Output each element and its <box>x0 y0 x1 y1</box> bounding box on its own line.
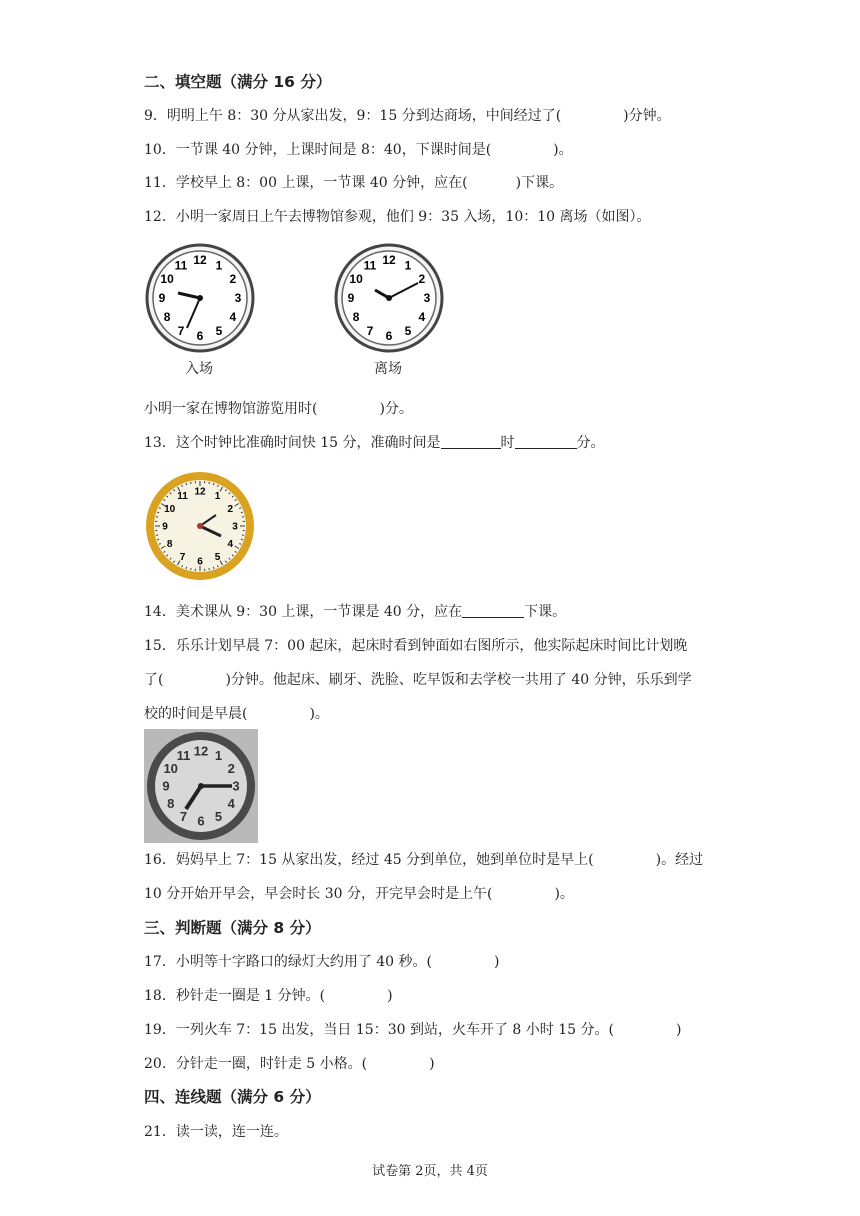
clock-numeral: 4 <box>227 796 235 811</box>
q15-text: 了( <box>144 672 164 688</box>
clock-numeral: 8 <box>352 310 360 325</box>
question-17 <box>144 952 499 972</box>
q18-text-end: ) <box>387 988 393 1004</box>
clock-tick <box>156 535 158 536</box>
clock-numeral: 1 <box>215 258 223 273</box>
q9-text: 9．明明上午 8：30 分从家出发，9：15 分到达商场，中间经过了( <box>144 108 562 124</box>
clock-numeral: 1 <box>404 258 412 273</box>
question-11 <box>144 173 563 193</box>
clock-numeral: 8 <box>167 796 175 812</box>
clock-tick <box>156 517 158 518</box>
clock-tick <box>186 483 187 485</box>
clock-numeral: 3 <box>232 521 238 533</box>
section-title-true-false: 三、判断题（满分 8 分） <box>144 919 321 937</box>
clock-numeral: 9 <box>162 778 170 794</box>
clock-numeral: 6 <box>197 813 205 829</box>
clock-numeral: 9 <box>162 521 168 533</box>
clock-numeral: 10 <box>160 272 174 287</box>
question-10 <box>144 140 573 160</box>
q14-text-end: 下课。 <box>524 604 567 620</box>
clock-numeral: 7 <box>179 551 186 563</box>
section-title-matching: 四、连线题（满分 6 分） <box>144 1088 321 1106</box>
clock-tick <box>241 539 243 540</box>
clock-tick <box>191 482 192 484</box>
clock-exit-image <box>334 243 444 353</box>
clock-tick <box>213 567 214 569</box>
clock-numeral: 6 <box>385 329 393 344</box>
clock-numeral: 7 <box>179 808 188 824</box>
clock-numeral: 3 <box>423 291 431 306</box>
clock-exit-caption: 离场 <box>374 361 402 377</box>
clock-numeral: 2 <box>229 272 237 287</box>
clock-numeral: 5 <box>215 324 223 339</box>
q10-text: 10．一节课 40 分钟，上课时间是 8：40，下课时间是( <box>144 142 492 158</box>
q15-text-line3: 校的时间是早晨( <box>144 706 248 722</box>
q13-hour-blank[interactable] <box>441 434 501 449</box>
question-15-line3 <box>144 704 329 724</box>
clock-numeral: 12 <box>194 486 206 498</box>
q16-text-end: )。 <box>554 886 574 902</box>
q16-text: 16．妈妈早上 7：15 从家出发，经过 45 分到单位，她到单位时是早上( <box>144 852 594 868</box>
clock-tick <box>191 568 192 570</box>
clock-numeral: 4 <box>227 539 234 550</box>
q13-minute-blank[interactable] <box>515 434 577 449</box>
clock-numeral: 8 <box>166 539 173 550</box>
question-15-line1: 15．乐乐计划早晨 7：00 起床，起床时看到钟面如右图所示，他实际起床时间比计划晚 <box>144 638 688 654</box>
question-16-line2 <box>144 884 574 904</box>
q20-text-end: ) <box>429 1056 435 1072</box>
question-12: 12．小明一家周日上午去博物馆参观，他们 9：35 入场，10：10 离场（如图）。 <box>144 209 651 225</box>
clock-numeral: 3 <box>232 778 240 794</box>
q12-answer-text: 小明一家在博物馆游览用时( <box>144 401 318 417</box>
clock-tick <box>242 535 244 536</box>
clock-numeral: 2 <box>227 504 234 515</box>
clock-tick <box>209 568 210 570</box>
q17-text-end: ) <box>494 954 500 970</box>
q19-text: 19．一列火车 7：15 出发，当日 15：30 到站，火车开了 8 小时 15 分。( <box>144 1022 614 1038</box>
section-title-fill-blank: 二、填空题（满分 16 分） <box>144 73 332 91</box>
clock-tick <box>186 567 187 569</box>
q15-text-mid: )分钟。他起床、刷牙、洗脸、吃早饭和去学校一共用了 40 分钟，乐乐到学 <box>225 672 692 688</box>
clock-numeral: 11 <box>174 258 188 273</box>
page-footer: 试卷第 2页，共 4页 <box>372 1164 488 1179</box>
clock-numeral: 9 <box>347 291 355 306</box>
clock-numeral: 10 <box>164 504 176 515</box>
question-18 <box>144 986 393 1006</box>
q9-text-end: )分钟。 <box>623 108 671 124</box>
clock-tick <box>242 517 244 518</box>
clock-numeral: 10 <box>163 761 178 776</box>
clock-numeral: 10 <box>349 272 363 287</box>
question-9 <box>144 106 671 126</box>
q14-text: 14．美术课从 9：30 上课，一节课是 40 分，应在 <box>144 604 463 620</box>
clock-numeral: 4 <box>229 310 237 325</box>
question-14 <box>144 602 566 622</box>
question-12-answer <box>144 399 413 419</box>
clock-numeral: 11 <box>177 491 188 503</box>
clock-tick <box>241 512 243 513</box>
question-13 <box>144 433 605 453</box>
question-15-line2 <box>144 670 692 690</box>
clock-numeral: 6 <box>196 329 204 344</box>
question-16-line1 <box>144 850 703 870</box>
clock-numeral: 3 <box>234 291 242 306</box>
clock-entry-image <box>145 243 255 353</box>
clock-numeral: 11 <box>176 748 191 764</box>
question-21: 21．读一读，连一连。 <box>144 1124 288 1140</box>
clock-numeral: 7 <box>177 324 185 339</box>
q13-text: 13．这个时钟比准确时间快 15 分，准确时间是 <box>144 435 441 451</box>
clock-numeral: 12 <box>193 253 207 268</box>
clock-tick <box>213 483 214 485</box>
question-19 <box>144 1020 681 1040</box>
q19-text-end: ) <box>675 1022 682 1038</box>
clock-numeral: 1 <box>214 491 221 503</box>
clock-numeral: 8 <box>163 310 171 325</box>
q16-text-mid: )。经过 <box>655 852 704 868</box>
clock-numeral: 5 <box>404 324 412 339</box>
q15-text-end: )。 <box>309 706 329 722</box>
q11-text: 11．学校早上 8：00 上课，一节课 40 分钟，应在( <box>144 175 468 191</box>
clock-numeral: 5 <box>214 551 221 563</box>
q17-text: 17．小明等十字路口的绿灯大约用了 40 秒。( <box>144 954 432 970</box>
clock-tick <box>157 539 159 540</box>
q12-answer-end: )分。 <box>379 401 413 417</box>
clock-numeral: 11 <box>363 258 377 273</box>
q18-text: 18．秒针走一圈是 1 分钟。( <box>144 988 326 1004</box>
q11-text-end: )下课。 <box>515 175 564 191</box>
q16-text-line2: 10 分开始开早会，早会时长 30 分，开完早会时是上午( <box>144 886 493 902</box>
clock-numeral: 2 <box>418 272 426 287</box>
clock-numeral: 4 <box>418 310 426 325</box>
q13-minute-label: 分。 <box>576 435 605 451</box>
clock-numeral: 6 <box>197 556 203 568</box>
clock-numeral: 1 <box>214 748 223 764</box>
clock-numeral: 7 <box>366 324 374 339</box>
q10-text-end: )。 <box>553 142 573 158</box>
clock-tick <box>209 482 210 484</box>
q20-text: 20．分针走一圈，时针走 5 小格。( <box>144 1056 368 1072</box>
clock-gold-image <box>144 470 256 582</box>
clock-entry-caption: 入场 <box>185 361 213 377</box>
clock-numeral: 2 <box>227 761 235 776</box>
q13-hour-label: 时 <box>500 435 515 451</box>
clock-tick <box>157 512 159 513</box>
clock-numeral: 12 <box>382 253 396 268</box>
clock-numeral: 12 <box>193 743 209 759</box>
clock-photo-image <box>144 729 258 843</box>
clock-numeral: 9 <box>158 291 166 306</box>
clock-numeral: 5 <box>214 808 223 824</box>
q14-answer-blank[interactable] <box>462 603 524 618</box>
question-20 <box>144 1054 435 1074</box>
